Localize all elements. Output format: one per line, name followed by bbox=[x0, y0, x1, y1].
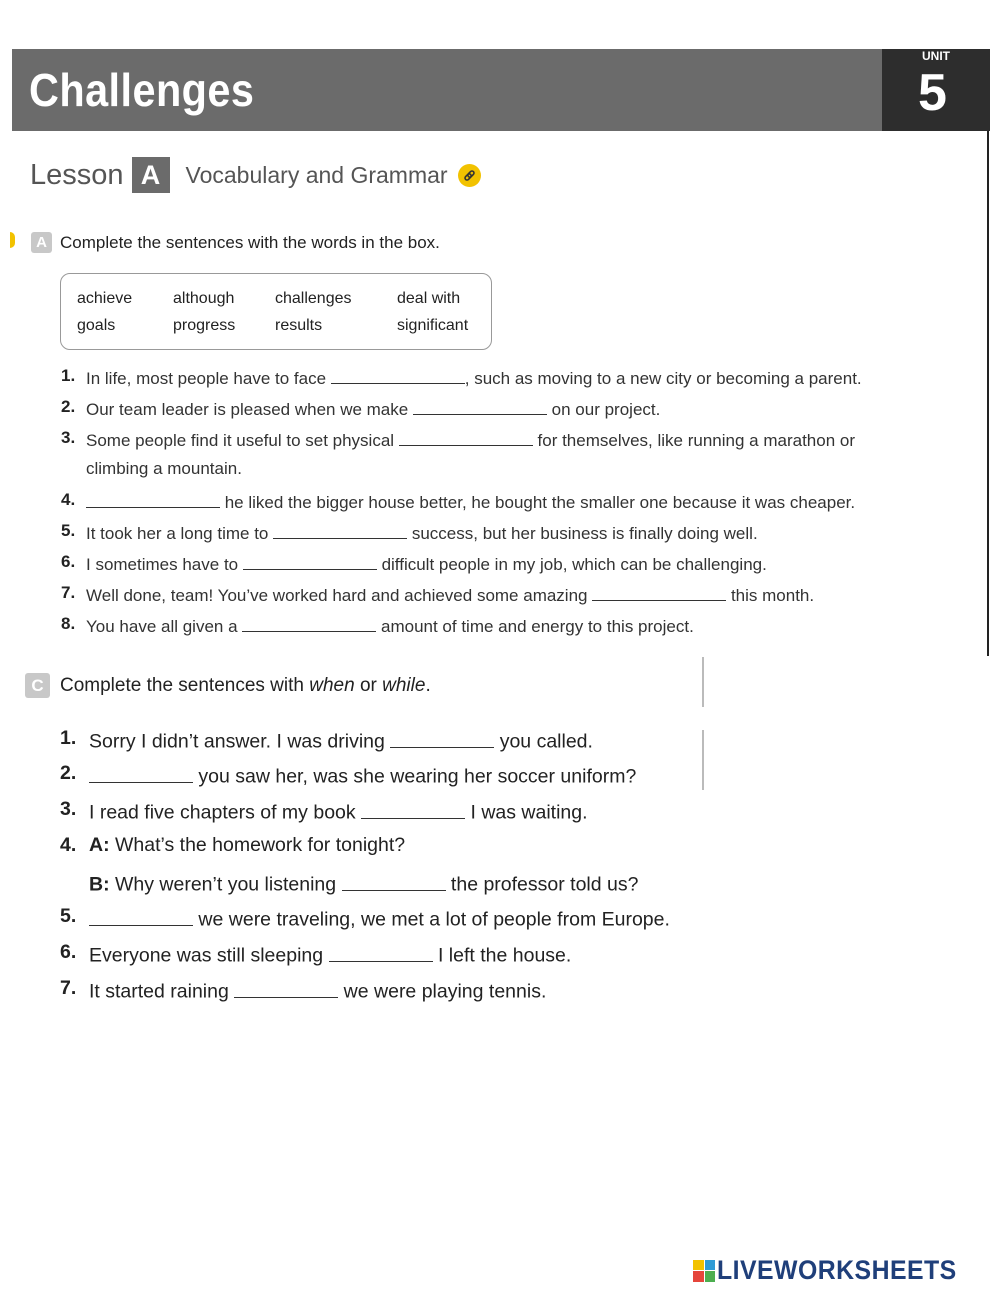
answer-blank[interactable] bbox=[361, 798, 465, 819]
item-number: 7. bbox=[60, 977, 77, 999]
item-number: 3. bbox=[60, 798, 77, 820]
answer-blank[interactable] bbox=[342, 870, 446, 891]
answer-blank[interactable] bbox=[242, 614, 376, 632]
item-text-before: I sometimes have to bbox=[86, 555, 243, 574]
exercise-c-item-7 bbox=[60, 977, 547, 1004]
item-number: 1. bbox=[61, 366, 76, 385]
item-number: 6. bbox=[60, 941, 77, 963]
item-number: 2. bbox=[61, 397, 76, 416]
item-number: 6. bbox=[61, 552, 76, 571]
lesson-word: Lesson bbox=[30, 158, 124, 191]
lesson-heading bbox=[30, 155, 481, 195]
exercise-a-item-4 bbox=[61, 490, 856, 513]
unit-title: Challenges bbox=[29, 64, 255, 116]
speaker-label: A: bbox=[89, 834, 110, 856]
answer-blank[interactable] bbox=[592, 583, 726, 601]
item-text-after: on our project. bbox=[546, 400, 661, 419]
speaker-label: B: bbox=[89, 873, 110, 896]
word-box-item: achieve bbox=[77, 290, 133, 307]
logo-square bbox=[705, 1260, 716, 1271]
logo-square bbox=[693, 1260, 704, 1271]
link-icon[interactable] bbox=[458, 164, 481, 187]
item-text-after: I was waiting. bbox=[465, 801, 588, 824]
exercise-a-item-1 bbox=[61, 366, 862, 389]
instruction-part: or bbox=[354, 674, 383, 696]
item-text-after: I left the house. bbox=[432, 944, 572, 967]
lesson-subtitle: Vocabulary and Grammar bbox=[185, 161, 448, 188]
answer-blank[interactable] bbox=[86, 490, 220, 508]
lesson-letter: A bbox=[132, 157, 170, 193]
exercise-a-item-3 bbox=[61, 428, 856, 451]
answer-blank[interactable] bbox=[331, 366, 465, 384]
exercise-c-item-6 bbox=[60, 941, 572, 968]
item-number: 5. bbox=[61, 521, 76, 540]
item-number: 3. bbox=[61, 428, 76, 447]
item-text-before: Well done, team! You’ve worked hard and achieved some amazing bbox=[86, 586, 593, 605]
exercise-a-item-2 bbox=[61, 397, 661, 420]
answer-blank[interactable] bbox=[390, 727, 494, 748]
item-text-after: you called. bbox=[494, 730, 593, 753]
word-box-item: results bbox=[275, 317, 323, 334]
item-text-before: You have all given a bbox=[86, 617, 243, 636]
item-text-after: amount of time and energy to this project. bbox=[376, 617, 694, 636]
item-text-before: Everyone was still sleeping bbox=[89, 944, 329, 967]
item-text-after: , such as moving to a new city or becoming a parent. bbox=[464, 369, 862, 388]
answer-blank[interactable] bbox=[234, 977, 338, 998]
logo-square bbox=[705, 1271, 716, 1282]
word-box-item: although bbox=[173, 290, 235, 307]
scan-gutter-line bbox=[702, 657, 704, 707]
exercise-a-badge: A bbox=[31, 232, 52, 253]
item-text: What’s the homework for tonight? bbox=[109, 834, 406, 856]
unit-badge bbox=[882, 49, 990, 131]
item-text-before: Why weren’t you listening bbox=[109, 873, 342, 896]
exercise-c-item-5 bbox=[60, 905, 670, 932]
item-text-after: difficult people in my job, which can be challenging. bbox=[376, 555, 767, 574]
exercise-c-item-4a bbox=[60, 834, 406, 857]
answer-blank[interactable] bbox=[89, 905, 193, 926]
item-text-before: In life, most people have to face bbox=[86, 369, 331, 388]
item-text-after: we were traveling, we met a lot of people from Europe. bbox=[193, 908, 670, 931]
answer-blank[interactable] bbox=[413, 397, 547, 415]
answer-blank[interactable] bbox=[329, 941, 433, 962]
exercise-a-item-6 bbox=[61, 552, 767, 575]
exercise-c-heading bbox=[25, 673, 431, 698]
item-number: 4. bbox=[60, 834, 77, 856]
word-box-item: goals bbox=[77, 317, 116, 334]
item-number: 5. bbox=[60, 905, 77, 927]
item-text-after: you saw her, was she wearing her soccer uniform? bbox=[193, 765, 637, 788]
instruction-keyword-while: while bbox=[382, 674, 426, 696]
item-text-after: the professor told us? bbox=[445, 873, 639, 896]
page-edge-rule bbox=[987, 131, 989, 656]
answer-blank[interactable] bbox=[89, 762, 193, 783]
audio-marker bbox=[10, 232, 15, 248]
exercise-c-item-4b bbox=[89, 870, 638, 897]
unit-number: 5 bbox=[918, 64, 947, 122]
logo-grid-icon bbox=[693, 1260, 715, 1282]
instruction-part: . bbox=[425, 674, 431, 696]
instruction-part: Complete the sentences with bbox=[60, 674, 310, 696]
word-box-item: challenges bbox=[275, 290, 352, 307]
item-number: 4. bbox=[61, 490, 76, 509]
answer-blank[interactable] bbox=[273, 521, 407, 539]
exercise-a-item-3-continued bbox=[86, 459, 242, 479]
exercise-c-item-3 bbox=[60, 798, 588, 825]
logo-text: LIVEWORKSHEETS bbox=[717, 1255, 957, 1285]
answer-blank[interactable] bbox=[243, 552, 377, 570]
exercise-c-badge: C bbox=[25, 673, 50, 698]
item-text-after: we were playing tennis. bbox=[338, 980, 547, 1003]
item-text-after: success, but her business is finally doing well. bbox=[407, 524, 758, 543]
item-text-before: Some people find it useful to set physical bbox=[86, 431, 399, 450]
item-number: 1. bbox=[60, 727, 77, 749]
answer-blank[interactable] bbox=[399, 428, 533, 446]
item-number: 2. bbox=[60, 762, 77, 784]
liveworksheets-logo[interactable] bbox=[693, 1255, 978, 1286]
item-text-before: It started raining bbox=[89, 980, 235, 1003]
unit-label: UNIT bbox=[922, 49, 950, 63]
item-text-before: It took her a long time to bbox=[86, 524, 274, 543]
unit-banner bbox=[12, 49, 882, 131]
exercise-a-heading bbox=[31, 232, 440, 253]
item-text-after: he liked the bigger house better, he bought the smaller one because it was cheaper. bbox=[220, 493, 856, 512]
exercise-c-instruction bbox=[60, 675, 431, 697]
item-text-before: Our team leader is pleased when we make bbox=[86, 400, 413, 419]
word-box bbox=[60, 273, 492, 350]
word-box-item: deal with bbox=[397, 290, 461, 307]
exercise-a-item-8 bbox=[61, 614, 694, 637]
item-number: 7. bbox=[61, 583, 76, 602]
exercise-a-item-7 bbox=[61, 583, 815, 606]
exercise-c-item-2 bbox=[60, 762, 637, 789]
word-box-item: progress bbox=[173, 317, 236, 334]
word-box-item: significant bbox=[397, 317, 469, 334]
item-text-before: I read five chapters of my book bbox=[89, 801, 362, 824]
item-text-before: Sorry I didn’t answer. I was driving bbox=[89, 730, 391, 753]
logo-square bbox=[693, 1271, 704, 1282]
item-number: 8. bbox=[61, 614, 76, 633]
item-text-continued: climbing a mountain. bbox=[86, 459, 242, 478]
scan-gutter-line bbox=[702, 730, 704, 790]
item-text-after: this month. bbox=[726, 586, 815, 605]
exercise-a-item-5 bbox=[61, 521, 758, 544]
item-text-after: for themselves, like running a marathon or bbox=[532, 431, 856, 450]
exercise-c-item-1 bbox=[60, 727, 593, 754]
exercise-a-instruction: Complete the sentences with the words in the box. bbox=[60, 232, 440, 252]
instruction-keyword-when: when bbox=[309, 674, 355, 696]
